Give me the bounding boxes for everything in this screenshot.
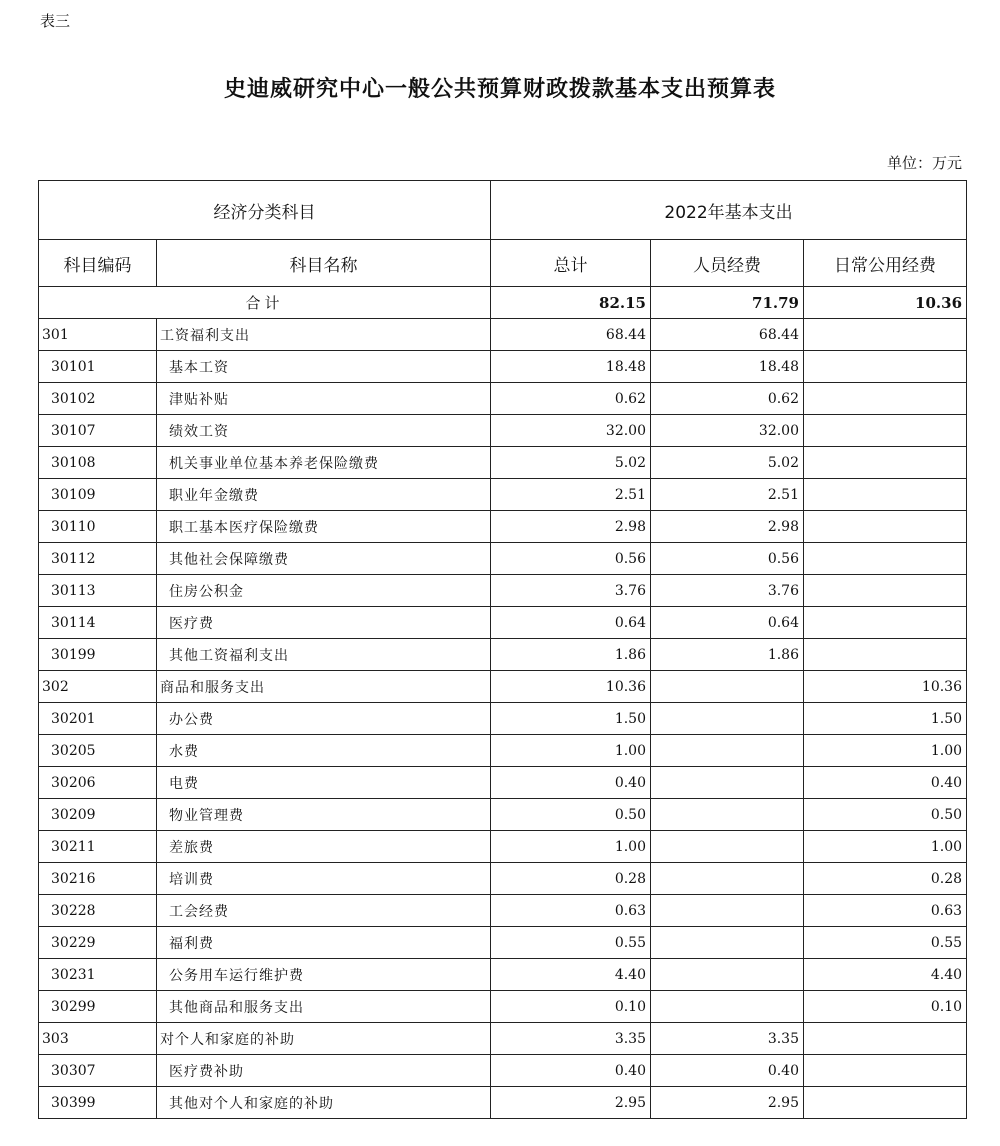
row-public (804, 639, 967, 671)
row-public: 0.63 (804, 895, 967, 927)
row-code: 30299 (39, 991, 157, 1023)
row-name: 医疗费补助 (157, 1055, 491, 1087)
row-public (804, 543, 967, 575)
row-personnel (651, 895, 804, 927)
row-code: 30201 (39, 703, 157, 735)
row-total: 2.98 (491, 511, 651, 543)
header-basic-expense: 2022年基本支出 (491, 181, 967, 240)
row-public: 0.40 (804, 767, 967, 799)
row-personnel: 5.02 (651, 447, 804, 479)
table-row (39, 575, 967, 607)
row-personnel: 2.98 (651, 511, 804, 543)
row-public (804, 351, 967, 383)
row-personnel (651, 991, 804, 1023)
unit-label: 单位：万元 (886, 154, 962, 172)
table-row (39, 319, 967, 351)
row-personnel (651, 927, 804, 959)
row-name: 公务用车运行维护费 (157, 959, 491, 991)
row-name: 津贴补贴 (157, 383, 491, 415)
row-code: 30109 (39, 479, 157, 511)
table-row (39, 959, 967, 991)
table-row (39, 927, 967, 959)
row-code: 30399 (39, 1087, 157, 1119)
row-code: 30206 (39, 767, 157, 799)
row-personnel: 3.76 (651, 575, 804, 607)
header-name: 科目名称 (157, 240, 491, 287)
row-code: 30307 (39, 1055, 157, 1087)
table-row (39, 639, 967, 671)
row-public (804, 447, 967, 479)
row-code: 30228 (39, 895, 157, 927)
row-personnel: 0.64 (651, 607, 804, 639)
row-total: 18.48 (491, 351, 651, 383)
row-name: 水费 (157, 735, 491, 767)
row-personnel (651, 703, 804, 735)
row-name: 工资福利支出 (157, 319, 491, 351)
row-personnel (651, 831, 804, 863)
row-name: 工会经费 (157, 895, 491, 927)
row-personnel (651, 767, 804, 799)
row-public (804, 383, 967, 415)
row-total: 0.28 (491, 863, 651, 895)
table-row (39, 511, 967, 543)
row-name: 基本工资 (157, 351, 491, 383)
row-code: 30102 (39, 383, 157, 415)
row-public (804, 1023, 967, 1055)
row-total: 0.40 (491, 767, 651, 799)
row-personnel: 2.95 (651, 1087, 804, 1119)
row-total: 1.86 (491, 639, 651, 671)
row-public: 4.40 (804, 959, 967, 991)
total-public: 10.36 (804, 287, 967, 319)
row-public (804, 511, 967, 543)
table-row (39, 1055, 967, 1087)
row-name: 其他对个人和家庭的补助 (157, 1087, 491, 1119)
row-public (804, 607, 967, 639)
header-code: 科目编码 (39, 240, 157, 287)
row-code: 30211 (39, 831, 157, 863)
row-public (804, 1055, 967, 1087)
total-row (39, 287, 967, 319)
row-personnel: 1.86 (651, 639, 804, 671)
row-code: 30101 (39, 351, 157, 383)
row-personnel (651, 735, 804, 767)
table-row (39, 479, 967, 511)
table-row (39, 831, 967, 863)
row-code: 30209 (39, 799, 157, 831)
row-name: 物业管理费 (157, 799, 491, 831)
row-total: 4.40 (491, 959, 651, 991)
row-name: 其他社会保障缴费 (157, 543, 491, 575)
row-personnel (651, 671, 804, 703)
row-name: 电费 (157, 767, 491, 799)
table-row (39, 863, 967, 895)
header-total: 总计 (491, 240, 651, 287)
row-personnel: 2.51 (651, 479, 804, 511)
table-row (39, 1087, 967, 1119)
row-total: 0.64 (491, 607, 651, 639)
row-personnel: 0.62 (651, 383, 804, 415)
page-title: 史迪威研究中心一般公共预算财政拨款基本支出预算表 (223, 77, 776, 102)
row-personnel (651, 959, 804, 991)
row-personnel: 18.48 (651, 351, 804, 383)
row-code: 30199 (39, 639, 157, 671)
row-name: 绩效工资 (157, 415, 491, 447)
row-public: 0.28 (804, 863, 967, 895)
row-code: 30108 (39, 447, 157, 479)
row-personnel: 0.40 (651, 1055, 804, 1087)
table-row (39, 735, 967, 767)
row-public: 1.00 (804, 831, 967, 863)
row-public: 1.00 (804, 735, 967, 767)
total-total: 82.15 (491, 287, 651, 319)
table-row (39, 671, 967, 703)
row-public (804, 479, 967, 511)
row-code: 303 (39, 1023, 157, 1055)
row-name: 住房公积金 (157, 575, 491, 607)
row-code: 30216 (39, 863, 157, 895)
row-total: 0.56 (491, 543, 651, 575)
row-name: 对个人和家庭的补助 (157, 1023, 491, 1055)
table-body (39, 287, 967, 1119)
row-name: 其他商品和服务支出 (157, 991, 491, 1023)
header-row-group (39, 181, 967, 240)
row-total: 0.62 (491, 383, 651, 415)
row-total: 5.02 (491, 447, 651, 479)
document-label: 表三 (40, 12, 71, 30)
header-econ-class: 经济分类科目 (39, 181, 491, 240)
row-code: 302 (39, 671, 157, 703)
row-public: 0.10 (804, 991, 967, 1023)
row-code: 30112 (39, 543, 157, 575)
row-public: 0.50 (804, 799, 967, 831)
row-public (804, 319, 967, 351)
row-total: 2.95 (491, 1087, 651, 1119)
row-code: 301 (39, 319, 157, 351)
row-personnel (651, 799, 804, 831)
row-name: 福利费 (157, 927, 491, 959)
row-name: 办公费 (157, 703, 491, 735)
row-code: 30113 (39, 575, 157, 607)
row-code: 30205 (39, 735, 157, 767)
row-total: 32.00 (491, 415, 651, 447)
table-row (39, 383, 967, 415)
row-name: 其他工资福利支出 (157, 639, 491, 671)
header-public: 日常公用经费 (804, 240, 967, 287)
row-total: 10.36 (491, 671, 651, 703)
table-row (39, 447, 967, 479)
row-code: 30229 (39, 927, 157, 959)
row-total: 0.63 (491, 895, 651, 927)
table-row (39, 799, 967, 831)
row-personnel: 68.44 (651, 319, 804, 351)
table-row (39, 767, 967, 799)
row-total: 0.40 (491, 1055, 651, 1087)
row-name: 职工基本医疗保险缴费 (157, 511, 491, 543)
row-code: 30114 (39, 607, 157, 639)
header-personnel: 人员经费 (651, 240, 804, 287)
row-total: 3.35 (491, 1023, 651, 1055)
table-row (39, 1023, 967, 1055)
row-total: 2.51 (491, 479, 651, 511)
row-personnel: 3.35 (651, 1023, 804, 1055)
row-total: 68.44 (491, 319, 651, 351)
row-total: 1.50 (491, 703, 651, 735)
row-public: 10.36 (804, 671, 967, 703)
row-total: 3.76 (491, 575, 651, 607)
row-code: 30107 (39, 415, 157, 447)
table-row (39, 543, 967, 575)
table-row (39, 607, 967, 639)
row-total: 1.00 (491, 831, 651, 863)
row-public: 0.55 (804, 927, 967, 959)
table-row (39, 895, 967, 927)
row-name: 机关事业单位基本养老保险缴费 (157, 447, 491, 479)
row-public (804, 415, 967, 447)
row-personnel: 0.56 (651, 543, 804, 575)
total-label: 合计 (39, 287, 491, 319)
row-public: 1.50 (804, 703, 967, 735)
row-personnel (651, 863, 804, 895)
header-row-columns (39, 240, 967, 287)
row-public (804, 575, 967, 607)
row-name: 差旅费 (157, 831, 491, 863)
table-row (39, 351, 967, 383)
row-total: 0.55 (491, 927, 651, 959)
budget-table (38, 180, 967, 1119)
row-total: 0.10 (491, 991, 651, 1023)
total-personnel: 71.79 (651, 287, 804, 319)
table-row (39, 703, 967, 735)
row-name: 职业年金缴费 (157, 479, 491, 511)
row-public (804, 1087, 967, 1119)
row-name: 商品和服务支出 (157, 671, 491, 703)
row-total: 0.50 (491, 799, 651, 831)
row-name: 医疗费 (157, 607, 491, 639)
row-code: 30110 (39, 511, 157, 543)
row-personnel: 32.00 (651, 415, 804, 447)
table-row (39, 991, 967, 1023)
row-name: 培训费 (157, 863, 491, 895)
row-code: 30231 (39, 959, 157, 991)
row-total: 1.00 (491, 735, 651, 767)
table-row (39, 415, 967, 447)
